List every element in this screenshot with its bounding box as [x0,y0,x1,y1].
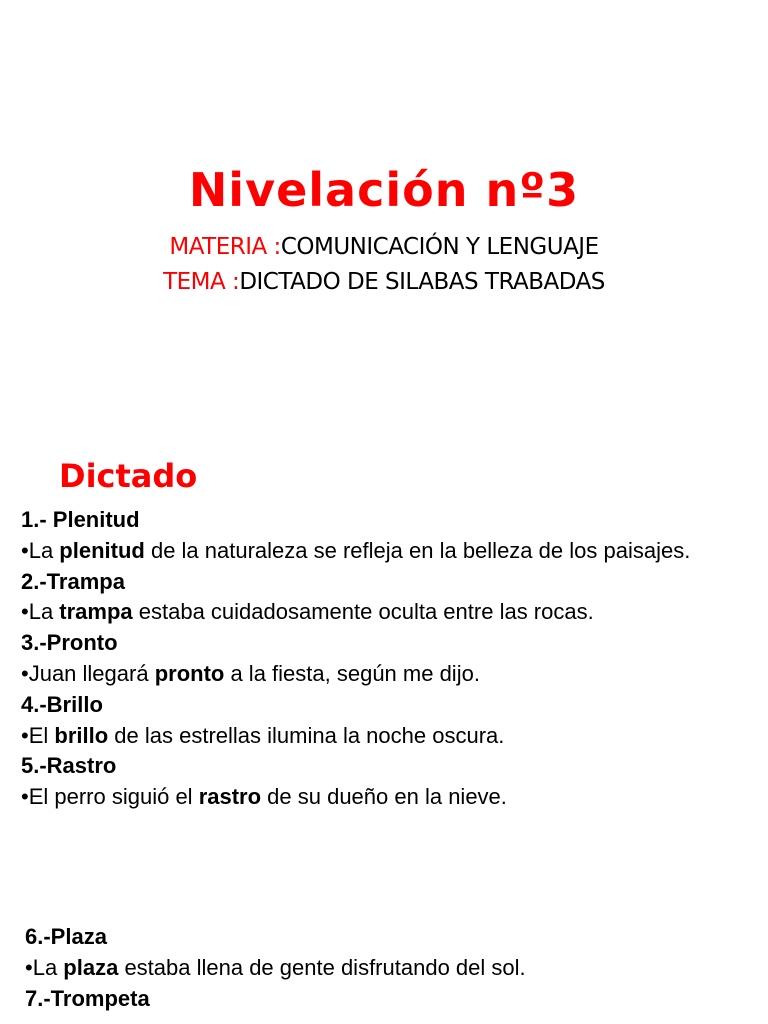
list-item [21,751,741,813]
bullet: • [21,537,29,563]
dictation-list-block-2 [25,922,745,1014]
tema-value: DICTADO DE SILABAS TRABADAS [239,269,605,295]
item-title: 7.-Trompeta [25,985,150,1011]
sentence-before: La [28,537,60,563]
item-sentence [25,953,745,984]
page-title: Nivelación nº3 [188,163,580,217]
bullet: • [25,954,33,980]
sentence-keyword: pronto [154,660,225,686]
dictation-list-block-1 [21,505,741,813]
sentence-after: a la fiesta, según me dijo. [224,660,480,686]
sentence-after: de su dueño en la nieve. [261,784,507,810]
sentence-keyword: plenitud [59,537,145,563]
sentence-keyword: plaza [63,954,119,980]
item-sentence [21,536,741,567]
sentence-after: de las estrellas ilumina la noche oscura. [108,722,505,748]
sentence-keyword: brillo [54,722,109,748]
list-item [25,984,745,1015]
item-title: 2.-Trampa [21,568,125,594]
bullet: • [21,722,29,748]
tema-label: TEMA : [163,269,240,295]
item-title: 4.-Brillo [21,691,103,717]
list-item [21,567,741,629]
materia-value: COMUNICACIÓN Y LENGUAJE [280,234,599,260]
sentence-after: estaba llena de gente disfrutando del sol. [118,954,526,980]
item-sentence [21,782,741,813]
sentence-before: El perro siguió el [28,784,199,810]
sentence-after: estaba cuidadosamente oculta entre las rocas. [132,599,594,625]
item-title: 1.- Plenitud [21,507,140,532]
materia-label: MATERIA : [169,234,281,260]
sentence-after: de la naturaleza se refleja en la belleza de los paisajes. [144,537,691,563]
bullet: • [21,784,29,810]
item-sentence [21,597,741,628]
sentence-before: Juan llegará [28,660,155,686]
list-item [25,922,745,984]
item-sentence [21,659,741,690]
bullet: • [21,660,29,686]
sentence-keyword: trampa [59,599,133,625]
bullet: • [21,599,29,625]
sentence-keyword: rastro [198,784,262,810]
sentence-before: La [32,954,64,980]
item-title: 5.-Rastro [21,753,117,779]
item-sentence [21,721,741,752]
list-item [21,505,741,567]
item-title: 6.-Plaza [25,924,107,949]
sentence-before: El [28,722,55,748]
sentence-before: La [28,599,60,625]
tema-line [0,265,768,299]
list-item [21,690,741,752]
list-item [21,628,741,690]
item-title: 3.-Pronto [21,630,118,656]
section-heading: Dictado [59,457,198,495]
materia-line [0,230,768,264]
